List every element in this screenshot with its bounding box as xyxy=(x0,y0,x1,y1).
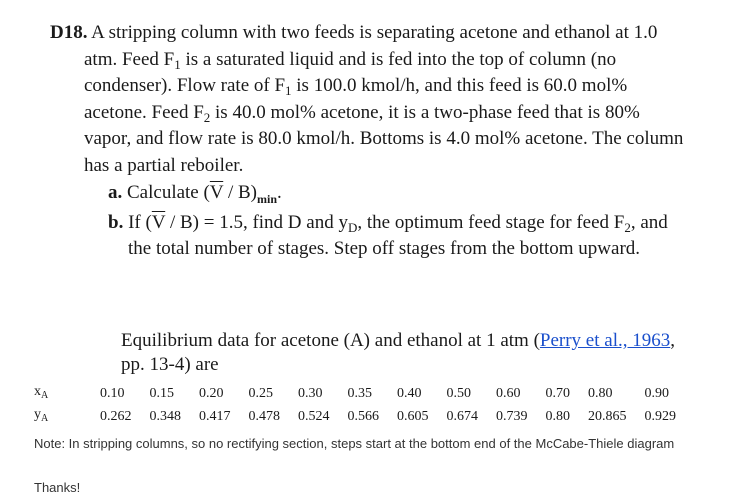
yd-subscript: D xyxy=(347,219,358,235)
x-symbol: x xyxy=(34,384,41,399)
x-value: 0.40 xyxy=(397,386,422,401)
part-b-text-1: If ( xyxy=(123,211,152,233)
y-value: 0.524 xyxy=(298,409,330,424)
x-value: 0.20 xyxy=(199,386,224,401)
y-value: 0.566 xyxy=(347,409,379,424)
x-value: 0.60 xyxy=(496,386,521,401)
y-value: 0.605 xyxy=(397,409,429,424)
equilibrium-table xyxy=(34,382,676,428)
f1-subscript: 1 xyxy=(174,56,181,72)
x-value: 0.50 xyxy=(446,386,471,401)
part-b-label: b. xyxy=(108,211,124,233)
y-row-label xyxy=(34,405,100,428)
min-subscript: min xyxy=(257,192,278,206)
statement-part-4: is 40.0 mol% acetone, it is a two-phase feed that is 80% vapor, and flow rate is 80.0 kmol/h. Bottoms is 4.0 mol% acetone. The column has a partial reboiler. xyxy=(84,101,684,176)
v-bar-symbol-b: $\overline{V}$ xyxy=(151,211,166,233)
part-b-text-4: , and the total number of stages. Step off stages from the bottom upward. xyxy=(128,211,668,259)
x-value: 0.10 xyxy=(100,386,125,401)
y-value: 0.929 xyxy=(644,409,676,424)
part-a-label: a. xyxy=(108,182,123,203)
y-value: 0.262 xyxy=(100,409,132,424)
x-value: 0.30 xyxy=(298,386,323,401)
y-value: 0.80 xyxy=(545,409,570,424)
part-a-text: Calculate ( xyxy=(122,182,210,203)
statement-part-3: is 100.0 kmol/h, and this feed is 60.0 mol% acetone. Feed F xyxy=(84,75,628,123)
problem-id: D18. xyxy=(50,22,88,43)
part-a-end: . xyxy=(277,182,282,203)
y-value: 0.478 xyxy=(248,409,280,424)
x-value: 0.25 xyxy=(248,386,273,401)
x-value: 0.90 xyxy=(644,386,669,401)
equilibrium-intro xyxy=(121,329,691,377)
equilibrium-intro-text: Equilibrium data for acetone (A) and ethanol at 1 atm ( xyxy=(121,330,540,351)
y-symbol: y xyxy=(34,407,41,422)
statement-part-2: is a saturated liquid and is fed into the top of column (no condenser). Flow rate of F xyxy=(84,48,617,96)
equilibrium-intro-end: , pp. 13-4) are xyxy=(121,330,675,375)
part-b-text-3: , the optimum feed stage for feed F xyxy=(357,211,625,233)
f1-subscript-2: 1 xyxy=(285,83,292,98)
x-row xyxy=(34,382,676,405)
y-value: 0.739 xyxy=(496,409,528,424)
x-value: 0.35 xyxy=(347,386,372,401)
f2-subscript: 2 xyxy=(203,109,211,125)
v-bar-symbol: $\overline{V}$ xyxy=(209,182,224,203)
y-subscript: A xyxy=(41,413,49,424)
x-subscript: A xyxy=(41,390,49,401)
perry-reference-link[interactable]: Perry et al., 1963 xyxy=(539,330,671,351)
x-row-label xyxy=(34,382,100,405)
statement-part-1: A stripping column with two feeds is separating acetone and ethanol at 1.0 atm. Feed F xyxy=(84,22,658,70)
y-value: 0.348 xyxy=(149,409,181,424)
y-value: 20.865 xyxy=(588,409,627,424)
problem-statement xyxy=(50,20,690,179)
problem-text xyxy=(50,20,690,263)
closing-text: Thanks! xyxy=(34,480,81,495)
x-value: 0.15 xyxy=(149,386,174,401)
x-value: 0.70 xyxy=(545,386,570,401)
y-value: 0.417 xyxy=(199,409,231,424)
x-value: 0.80 xyxy=(588,386,613,401)
f2-subscript-b: 2 xyxy=(624,219,631,235)
part-b-text-2: / B) = 1.5, find D and y xyxy=(165,211,348,233)
part-a xyxy=(108,180,690,207)
y-value: 0.674 xyxy=(446,409,478,424)
part-b xyxy=(108,210,690,263)
part-a-ratio: / B) xyxy=(223,182,257,203)
y-row xyxy=(34,405,676,428)
note-text: Note: In stripping columns, so no rectifying section, steps start at the bottom end of the McCabe-Thiele diagram xyxy=(34,436,675,451)
